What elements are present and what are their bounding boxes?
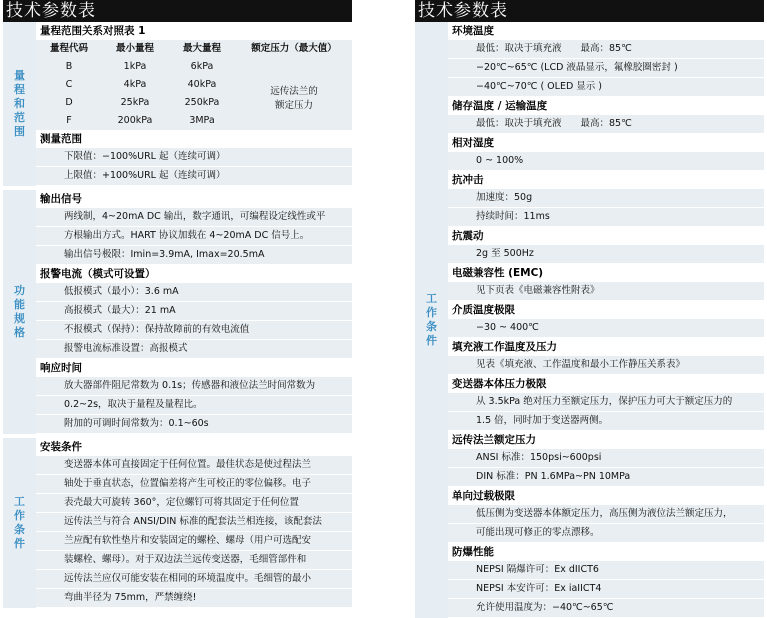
alarm-line: 不报模式（保持）：保持故障前的有效电流值 (36, 321, 352, 340)
cell-min: 200kPa (117, 115, 153, 126)
condition-line: ANSI 标准：150psi~600psi (448, 449, 764, 468)
header-min: 最小量程 (115, 43, 154, 54)
working-side-label (415, 22, 448, 618)
working-conditions-list (448, 22, 764, 618)
condition-heading: 远传法兰额定压力 (448, 431, 764, 449)
condition-line: 1.5 倍，同时加于变送器两侧。 (448, 412, 764, 431)
range-table (36, 40, 352, 130)
side-char: 功 (14, 284, 25, 297)
range-table-title: 量程范围关系对照表 1 (36, 22, 352, 40)
header-max: 最大量程 (182, 43, 221, 54)
range-side-label (3, 22, 36, 186)
header-code: 量程代码 (49, 43, 88, 54)
install-line: 兰应配有软性垫片和安装固定的螺栓、螺母（用户可选配安 (36, 532, 352, 551)
condition-heading: 单向过载极限 (448, 487, 764, 505)
condition-heading: 电磁兼容性 (EMC) (448, 264, 764, 282)
install-line: 弯曲半径为 75mm，严禁缠绕! (36, 589, 352, 608)
header-pressure: 额定压力（最大值） (251, 43, 337, 54)
function-section (3, 190, 352, 434)
cell-max: 3MPa (189, 115, 215, 126)
condition-line: DIN 标准：PN 1.6MPa~PN 10MPa (448, 468, 764, 487)
condition-line: 从 3.5kPa 绝对压力至额定压力，保护压力可大于额定压力的 (448, 393, 764, 412)
cell-max: 40kPa (187, 79, 217, 90)
side-char: 能 (14, 298, 25, 311)
condition-heading: 变送器本体压力极限 (448, 375, 764, 393)
side-char: 工 (14, 495, 25, 508)
condition-line: 加速度：50g (448, 189, 764, 208)
side-char: 量 (14, 69, 25, 82)
condition-line: 低压侧为变送器本体额定压力，高压侧为液位法兰额定压力， (448, 505, 764, 524)
side-char: 格 (14, 326, 25, 339)
cell-min: 25kPa (120, 97, 150, 108)
install-line: 装螺栓、螺母）。对于双边法兰远传变送器，毛细管部件和 (36, 551, 352, 570)
output-line: 方根输出方式。HART 协议加载在 4~20mA DC 信号上。 (36, 227, 352, 246)
alarm-current-heading: 报警电流（模式可设置） (36, 265, 352, 283)
table-row (36, 58, 352, 76)
install-section (3, 438, 352, 608)
cell-max: 6kPa (190, 61, 214, 72)
side-char: 作 (14, 509, 25, 522)
cell-min: 4kPa (123, 79, 147, 90)
condition-line: 最低：取决于填充液 最高：85℃ (448, 115, 764, 134)
table-row (36, 112, 352, 130)
working-conditions-section (415, 22, 764, 618)
side-char: 和 (14, 97, 25, 110)
condition-heading: 环境温度 (448, 22, 764, 40)
condition-line: 可能出现可修正的零点漂移。 (448, 524, 764, 543)
condition-line: 见下页表《电磁兼容性附表》 (448, 282, 764, 301)
side-char: 条 (426, 320, 437, 333)
install-line: 变送器本体可直接固定于任何位置。最佳状态是使过程法兰 (36, 456, 352, 475)
cell-code: C (65, 79, 73, 90)
install-heading: 安装条件 (36, 438, 352, 456)
side-char: 规 (14, 312, 25, 325)
function-side-label (3, 190, 36, 434)
alarm-line: 低报模式（最小）：3.6 mA (36, 283, 352, 302)
right-column (415, 0, 764, 618)
condition-line: NEPSI 隔爆许可：Ex dIICT6 (448, 561, 764, 580)
condition-heading: 抗冲击 (448, 171, 764, 189)
side-char: 条 (14, 523, 25, 536)
note-line: 远传法兰的 (270, 86, 318, 97)
side-char: 范 (14, 111, 25, 124)
condition-line: 0 ~ 100% (448, 152, 764, 171)
measure-upper-limit: 上限值：+100%URL 起（连续可调） (36, 167, 352, 186)
page-title-left: 技术参数表 (3, 0, 352, 22)
condition-line: 2g 至 500Hz (448, 245, 764, 264)
flange-pressure-note (236, 85, 352, 113)
cell-max: 250kPa (184, 97, 220, 108)
response-line: 0.2~2s，取决于量程及量程比。 (36, 396, 352, 415)
side-char: 围 (14, 125, 25, 138)
response-line: 放大器部件阻尼常数为 0.1s；传感器和液位法兰时间常数为 (36, 377, 352, 396)
note-line: 额定压力 (274, 100, 313, 111)
condition-line: NEPSI 本安许可：Ex iaIICT4 (448, 580, 764, 599)
measure-lower-limit: 下限值：−100%URL 起（连续可调） (36, 148, 352, 167)
install-line: 远传法兰应仅可能安装在相同的环境温度中。毛细管的最小 (36, 570, 352, 589)
condition-line: −20℃~65℃ (LCD 液晶显示，氟橡胶圈密封 ) (448, 59, 764, 78)
condition-line: 最低：取决于填充液 最高：85℃ (448, 40, 764, 59)
side-char: 作 (426, 306, 437, 319)
condition-line: −30 ~ 400℃ (448, 319, 764, 338)
left-column (3, 0, 352, 608)
range-section (3, 22, 352, 186)
condition-line: 见表《填充液、工作温度和最小工作静压关系表》 (448, 356, 764, 375)
condition-line: 允许使用温度为：−40℃~65℃ (448, 599, 764, 618)
condition-line: 持续时间：11ms (448, 208, 764, 227)
alarm-line: 报警电流标准设置：高报模式 (36, 340, 352, 359)
condition-heading: 介质温度极限 (448, 301, 764, 319)
table-header-row (36, 40, 352, 58)
side-char: 程 (14, 83, 25, 96)
condition-heading: 储存温度 / 运输温度 (448, 97, 764, 115)
condition-heading: 相对湿度 (448, 134, 764, 152)
install-line: 表壳最大可旋转 360°，定位螺钉可将其固定于任何位置 (36, 494, 352, 513)
condition-line: −40℃~70℃ ( OLED 显示 ) (448, 78, 764, 97)
install-line: 远传法兰与符合 ANSI/DIN 标准的配套法兰相连接，该配套法 (36, 513, 352, 532)
side-char: 件 (14, 537, 25, 550)
cell-code: D (65, 97, 73, 108)
cell-code: F (66, 115, 72, 126)
install-line: 轴处于垂直状态，位置偏差将产生可校正的零位偏移。电子 (36, 475, 352, 494)
cell-min: 1kPa (123, 61, 147, 72)
page-title-right: 技术参数表 (415, 0, 764, 22)
condition-heading: 防爆性能 (448, 543, 764, 561)
condition-heading: 填充液工作温度及压力 (448, 338, 764, 356)
condition-heading: 抗震动 (448, 227, 764, 245)
install-side-label (3, 438, 36, 608)
measure-range-heading: 测量范围 (36, 130, 352, 148)
response-line: 附加的可调时间常数为：0.1~60s (36, 415, 352, 434)
output-line: 输出信号极限：Imin=3.9mA, Imax=20.5mA (36, 246, 352, 265)
output-line: 两线制，4~20mA DC 输出，数字通讯，可编程设定线性或平 (36, 208, 352, 227)
response-time-heading: 响应时间 (36, 359, 352, 377)
cell-code: B (65, 61, 73, 72)
alarm-line: 高报模式（最大）：21 mA (36, 302, 352, 321)
side-char: 工 (426, 292, 437, 305)
output-signal-heading: 输出信号 (36, 190, 352, 208)
side-char: 件 (426, 334, 437, 347)
